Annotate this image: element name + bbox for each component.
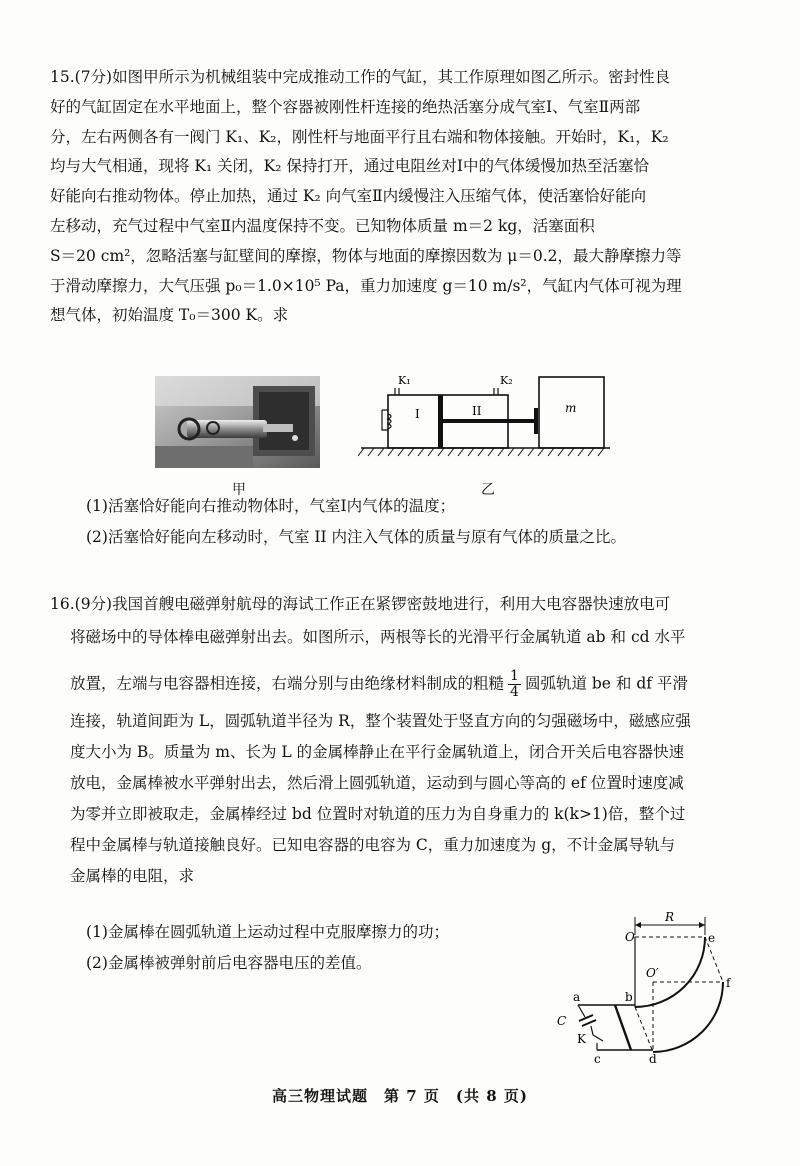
figure-jia-photo — [155, 376, 320, 468]
label-e: e — [708, 931, 716, 945]
label-O: O — [625, 930, 635, 944]
q15-subquestion-1: (1)活塞恰好能向右推动物体时，气室Ⅰ内气体的温度； — [86, 497, 456, 515]
q15-line: 于滑动摩擦力，大气压强 p₀＝1.0×10⁵ Pa，重力加速度 g＝10 m/s²，气缸内气体可视为理 — [50, 276, 682, 295]
valve-k1-icon — [395, 388, 399, 395]
resistor-coil-icon — [382, 410, 391, 430]
q15-line: 左移动，充气过程中气室Ⅱ内温度保持不变。已知物体质量 m＝2 kg，活塞面积 — [50, 216, 595, 235]
ground-hatching — [358, 448, 604, 456]
q15-line: 好的气缸固定在水平地面上，整个容器被刚性杆连接的绝热活塞分成气室Ⅰ、气室Ⅱ两部 — [50, 97, 641, 116]
fraction-denominator: 4 — [510, 684, 519, 700]
q16-line3-before: 放置，左端与电容器相连接，右端分别与由绝缘材料制成的粗糙 — [70, 674, 505, 693]
q15-line: S＝20 cm²，忽略活塞与缸壁间的摩擦，物体与地面的摩擦因数为 μ＝0.2，最大静摩擦力等 — [50, 246, 682, 265]
label-K: K — [577, 1032, 586, 1046]
q15-line: 15.(7分)如图甲所示为机械组装中完成推动工作的气缸，其工作原理如图乙所示。密封性良 — [50, 68, 671, 86]
capacitor-plate-1 — [579, 1015, 593, 1021]
figure-q16-diagram — [545, 905, 760, 1065]
label-O-prime: O′ — [646, 966, 659, 980]
fraction-numerator: 1 — [510, 668, 519, 684]
label-a: a — [573, 990, 581, 1004]
question-15 — [50, 67, 758, 335]
q16-line: 程中金属棒与轨道接触良好。已知电容器的电容为 C，重力加速度为 g，不计金属导轨与 — [70, 836, 676, 854]
q15-line: 想气体，初始温度 T₀＝300 K。求 — [50, 306, 289, 325]
q15-line: 均与大气相通，现将 K₁ 关闭，K₂ 保持打开，通过电阻丝对Ⅰ中的气体缓慢加热至活塞恰 — [50, 157, 649, 176]
q16-line: 为零并立即被取走，金属棒经过 bd 位置时对轨道的压力为自身重力的 k(k>1)倍，整个过 — [70, 805, 686, 823]
question-16 — [50, 594, 758, 897]
q16-line: 金属棒的电阻，求 — [70, 867, 195, 885]
rigid-rod — [443, 419, 535, 423]
metal-rod — [615, 1005, 631, 1050]
q16-line: 16.(9分)我国首艘电磁弹射航母的海试工作正在紧锣密鼓地进行，利用大电容器快速放电可 — [50, 595, 671, 613]
label-C: C — [557, 1014, 567, 1028]
rod-end-plate — [534, 408, 538, 434]
label-mass: m — [565, 401, 577, 415]
q16-subquestion-2: (2)金属棒被弹射前后电容器电压的差值。 — [86, 954, 372, 972]
switch-k-icon — [593, 1035, 603, 1041]
label-b: b — [625, 990, 633, 1004]
q15-line: 好能向右推动物体。停止加热，通过 K₂ 向气室Ⅱ内缓慢注入压缩气体，使活塞恰好能向 — [50, 187, 647, 206]
dashed-b-d — [635, 1007, 653, 1052]
label-chamber-2: II — [472, 404, 482, 418]
piston — [438, 395, 443, 448]
q16-line: 连接，轨道间距为 L，圆弧轨道半径为 R，整个装置处于竖直方向的匀强磁场中，磁感应强 — [70, 712, 691, 730]
valve-k2-icon — [494, 388, 498, 395]
label-f: f — [726, 976, 731, 990]
q15-subquestion-2: (2)活塞恰好能向左移动时，气室 II 内注入气体的质量与原有气体的质量之比。 — [86, 528, 627, 546]
label-d: d — [649, 1052, 657, 1065]
figure-yi-diagram — [358, 370, 613, 468]
q16-line: 将磁场中的导体棒电磁弹射出去。如图所示，两根等长的光滑平行金属轨道 ab 和 cd 水平 — [70, 628, 686, 646]
figure-yi-caption: 乙 — [481, 482, 495, 498]
label-R: R — [665, 910, 675, 924]
label-chamber-1: I — [415, 407, 420, 421]
fraction-one-quarter — [508, 669, 521, 700]
q15-line: 分，左右两侧各有一阀门 K₁、K₂，刚性杆与地面平行且右端和物体接触。开始时，K₁，K₂ — [50, 127, 669, 146]
capacitor-plate-2 — [582, 1020, 596, 1026]
q16-line3-after: 圆弧轨道 be 和 df 平滑 — [524, 674, 688, 693]
q16-line: 度大小为 B。质量为 m、长为 L 的金属棒静止在平行金属轨道上，闭合开关后电容器快速 — [70, 743, 685, 761]
q16-line-with-fraction — [50, 668, 758, 700]
page-footer: 高三物理试题 第 7 页 (共 8 页) — [272, 1087, 528, 1105]
q16-line: 放电，金属棒被水平弹射出去，然后滑上圆弧轨道，运动到与圆心等高的 ef 位置时速度减 — [70, 774, 684, 792]
arc-df — [653, 982, 723, 1052]
q16-subquestion-1: (1)金属棒在圆弧轨道上运动过程中克服摩擦力的功； — [86, 923, 449, 941]
figure-jia-caption: 甲 — [232, 482, 246, 498]
label-c: c — [594, 1052, 601, 1065]
label-k2: K₂ — [500, 374, 513, 387]
label-k1: K₁ — [398, 374, 411, 387]
